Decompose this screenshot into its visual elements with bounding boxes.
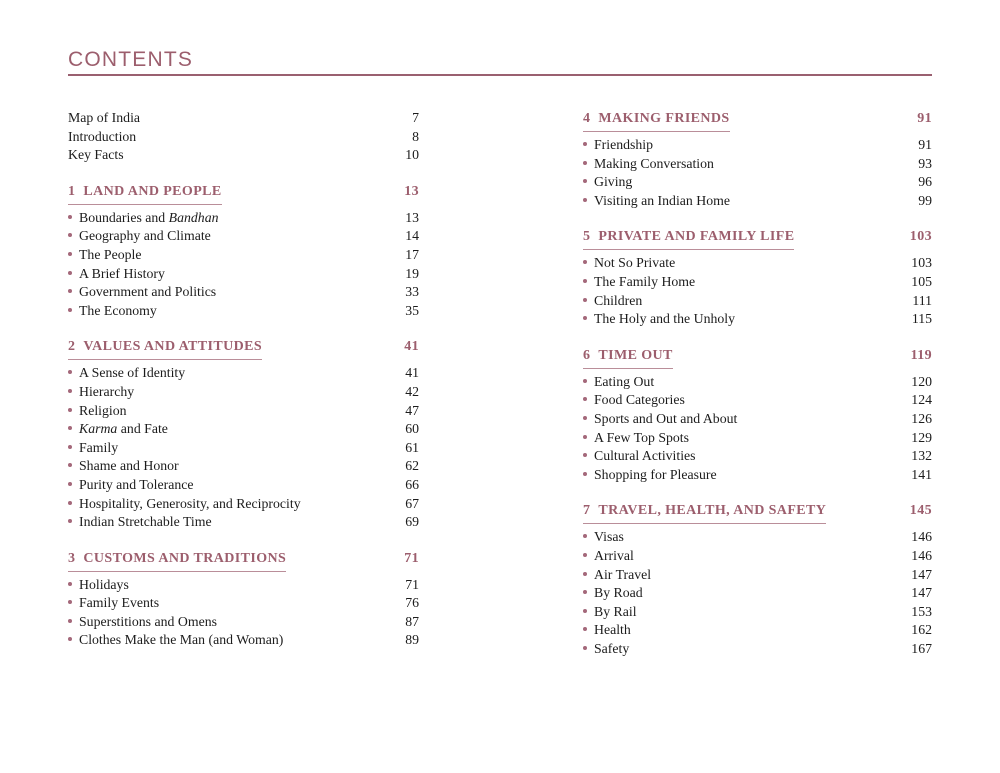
bullet-icon: [68, 215, 72, 219]
toc-item-left: [68, 457, 179, 476]
toc-item: [68, 209, 419, 228]
toc-item-left: [583, 273, 695, 292]
front-matter-label: Key Facts: [68, 147, 124, 163]
item-label: Indian Stretchable Time: [79, 514, 212, 530]
item-label: Religion: [79, 402, 127, 418]
toc-item: [583, 566, 932, 585]
chapter-items: [583, 373, 932, 485]
item-label: The People: [79, 246, 142, 262]
chapter-heading: [68, 339, 419, 360]
toc-item-left: [583, 447, 696, 466]
item-label: By Rail: [594, 603, 637, 619]
toc-item: [583, 466, 932, 485]
bullet-icon: [583, 553, 587, 557]
toc-item-left: [68, 246, 141, 265]
item-page: 103: [911, 255, 932, 271]
item-page: 120: [911, 373, 932, 389]
chapter-title: [583, 503, 826, 524]
chapter-number: 2: [68, 339, 76, 355]
toc-item: [583, 640, 932, 659]
front-matter-row: [68, 128, 419, 147]
toc-item: [68, 439, 419, 458]
item-page: 96: [918, 174, 932, 190]
chapter-items: [583, 528, 932, 658]
item-label: Superstitions and Omens: [79, 613, 217, 629]
toc-item-left: [68, 513, 212, 532]
item-page: 146: [911, 529, 932, 545]
chapter-items: [583, 136, 932, 210]
item-label: Clothes Make the Man (and Woman): [79, 632, 284, 648]
toc-item: [583, 603, 932, 622]
chapter-title-label: CUSTOMS AND TRADITIONS: [83, 550, 287, 566]
item-page: 147: [911, 585, 932, 601]
chapter-number: 6: [583, 347, 591, 363]
toc-item: [583, 447, 932, 466]
bullet-icon: [583, 609, 587, 613]
toc-item: [68, 246, 419, 265]
item-page: 147: [911, 566, 932, 582]
item-label: The Holy and the Unholy: [594, 311, 736, 327]
item-label: Eating Out: [594, 373, 655, 389]
toc-item-left: [68, 364, 185, 383]
toc-chapter: [583, 348, 932, 485]
item-page: 17: [405, 246, 419, 262]
item-page: 41: [405, 365, 419, 381]
toc-item-left: [583, 528, 624, 547]
toc-item: [583, 155, 932, 174]
item-page: 89: [405, 632, 419, 648]
item-page: 167: [911, 640, 932, 656]
toc-item-left: [583, 254, 675, 273]
bullet-icon: [583, 198, 587, 202]
bullet-icon: [68, 426, 72, 430]
toc-item: [68, 420, 419, 439]
item-page: 76: [405, 595, 419, 611]
item-page: 99: [918, 192, 932, 208]
toc-item-left: [68, 476, 193, 495]
bullet-icon: [68, 463, 72, 467]
bullet-icon: [583, 279, 587, 283]
item-page: 33: [405, 284, 419, 300]
toc-item-left: [68, 495, 301, 514]
toc-item-left: [583, 584, 643, 603]
toc-chapter: [68, 339, 419, 531]
toc-item-left: [583, 310, 735, 329]
toc-item-left: [68, 209, 219, 228]
toc-item: [583, 410, 932, 429]
item-label: Air Travel: [594, 566, 652, 582]
chapter-title-label: PRIVATE AND FAMILY LIFE: [598, 229, 795, 245]
bullet-icon: [583, 298, 587, 302]
toc-item: [583, 528, 932, 547]
chapter-page: 13: [404, 183, 419, 199]
bullet-icon: [68, 501, 72, 505]
item-label: Food Categories: [594, 392, 685, 408]
chapter-heading: [583, 348, 932, 369]
item-page: 61: [405, 439, 419, 455]
chapter-number: 3: [68, 550, 76, 566]
toc-item: [68, 631, 419, 650]
chapter-number: 5: [583, 229, 591, 245]
bullet-icon: [68, 233, 72, 237]
item-label: Not So Private: [594, 255, 676, 271]
bullet-icon: [583, 260, 587, 264]
item-page: 141: [911, 466, 932, 482]
chapter-title-label: LAND AND PEOPLE: [83, 183, 222, 199]
toc-item: [583, 429, 932, 448]
toc-item: [68, 383, 419, 402]
toc-item-left: [68, 383, 134, 402]
bullet-icon: [68, 370, 72, 374]
chapter-title: [68, 551, 286, 572]
chapter-page: 71: [404, 550, 419, 566]
bullet-icon: [68, 445, 72, 449]
item-page: 115: [911, 311, 932, 327]
bullet-icon: [68, 252, 72, 256]
chapter-title: [583, 229, 794, 250]
toc-item-left: [68, 613, 217, 632]
chapter-number: 1: [68, 183, 76, 199]
item-label: Purity and Tolerance: [79, 476, 194, 492]
bullet-icon: [583, 435, 587, 439]
chapter-heading: [583, 229, 932, 250]
chapter-page: 119: [910, 347, 932, 363]
chapter-items: [68, 364, 419, 531]
toc-item: [583, 373, 932, 392]
item-page: 132: [911, 448, 932, 464]
item-page: 42: [405, 383, 419, 399]
toc-item-left: [583, 466, 717, 485]
toc-item-left: [68, 265, 165, 284]
item-label: Shame and Honor: [79, 458, 179, 474]
chapter-title: [68, 184, 222, 205]
front-matter-page: 10: [405, 147, 419, 163]
toc-item-left: [583, 547, 634, 566]
bullet-icon: [68, 289, 72, 293]
bullet-icon: [583, 142, 587, 146]
toc-item-left: [68, 227, 211, 246]
item-label: The Economy: [79, 302, 157, 318]
bullet-icon: [583, 590, 587, 594]
bullet-icon: [68, 519, 72, 523]
item-label: Friendship: [594, 137, 654, 152]
bullet-icon: [68, 308, 72, 312]
item-label: Geography and Climate: [79, 228, 211, 244]
toc-item-left: [68, 576, 129, 595]
toc-item-left: [583, 640, 629, 659]
bullet-icon: [583, 627, 587, 631]
toc-item: [68, 613, 419, 632]
bullet-icon: [68, 271, 72, 275]
item-label: Karma and Fate: [79, 421, 168, 437]
title-rule: [68, 74, 932, 76]
item-label: Hospitality, Generosity, and Reciprocity: [79, 495, 301, 511]
toc-item: [68, 457, 419, 476]
toc-item-left: [583, 136, 653, 155]
bullet-icon: [68, 637, 72, 641]
item-label: Arrival: [594, 547, 634, 563]
item-page: 62: [405, 458, 419, 474]
bullet-icon: [68, 482, 72, 486]
item-page: 19: [405, 265, 419, 281]
toc-item: [583, 310, 932, 329]
chapter-title: [68, 339, 262, 360]
item-page: 126: [911, 410, 932, 426]
bullet-icon: [583, 179, 587, 183]
item-page: 162: [911, 622, 932, 638]
toc-item: [583, 173, 932, 192]
item-label: Shopping for Pleasure: [594, 466, 717, 482]
toc-item: [583, 584, 932, 603]
toc-item: [68, 495, 419, 514]
toc-item-left: [68, 302, 157, 321]
item-label: Safety: [594, 640, 630, 656]
item-page: 111: [912, 292, 932, 308]
item-label: A Brief History: [79, 265, 165, 281]
toc-item-left: [583, 429, 689, 448]
bullet-icon: [583, 379, 587, 383]
bullet-icon: [68, 600, 72, 604]
toc-item: [583, 292, 932, 311]
toc-item-left: [583, 621, 631, 640]
chapter-title: [583, 348, 673, 369]
item-page: 87: [405, 613, 419, 629]
bullet-icon: [583, 572, 587, 576]
chapter-items: [583, 254, 932, 328]
item-label: Family Events: [79, 595, 160, 611]
item-page: 129: [911, 429, 932, 445]
toc-item-left: [583, 373, 654, 392]
toc-chapter: [68, 551, 419, 650]
chapter-heading: [583, 503, 932, 524]
chapter-title-label: TIME OUT: [598, 347, 673, 363]
toc-item-left: [583, 603, 637, 622]
chapter-number: 4: [583, 111, 591, 126]
toc-item: [68, 576, 419, 595]
bullet-icon: [583, 397, 587, 401]
item-page: 67: [405, 495, 419, 511]
toc-item-left: [68, 283, 216, 302]
bullet-icon: [68, 619, 72, 623]
chapter-number: 7: [583, 503, 591, 519]
item-page: 69: [405, 514, 419, 530]
chapter-title: [583, 111, 730, 132]
item-page: 60: [405, 421, 419, 437]
item-label: The Family Home: [594, 273, 696, 289]
toc-item-left: [583, 292, 642, 311]
item-label: A Few Top Spots: [594, 429, 689, 445]
toc-item: [68, 402, 419, 421]
bullet-icon: [583, 416, 587, 420]
bullet-icon: [68, 582, 72, 586]
toc-column-right: [583, 111, 932, 658]
toc-item: [583, 192, 932, 211]
chapter-heading: [68, 551, 419, 572]
toc-chapter: [583, 229, 932, 328]
item-label: Children: [594, 292, 643, 308]
toc-item: [68, 227, 419, 246]
chapter-items: [68, 576, 419, 650]
item-label: Visas: [594, 529, 624, 545]
item-label: Health: [594, 622, 631, 638]
front-matter-row: [68, 109, 419, 128]
chapter-title-label: MAKING FRIENDS: [598, 111, 730, 126]
bullet-icon: [583, 161, 587, 165]
front-matter-label: Map of India: [68, 110, 141, 125]
item-label: Sports and Out and About: [594, 410, 738, 426]
item-page: 105: [911, 273, 932, 289]
item-page: 153: [911, 603, 932, 619]
chapter-items: [68, 209, 419, 321]
toc-item: [68, 513, 419, 532]
chapter-page: 145: [909, 503, 932, 519]
toc-item-left: [583, 391, 685, 410]
toc-item-left: [68, 439, 118, 458]
toc-item: [68, 265, 419, 284]
toc-item-left: [583, 192, 730, 211]
item-page: 91: [918, 137, 932, 152]
toc-item-left: [68, 402, 127, 421]
toc-item-left: [583, 566, 651, 585]
toc-item: [68, 594, 419, 613]
toc-item: [583, 547, 932, 566]
toc-item-left: [68, 420, 168, 439]
bullet-icon: [583, 453, 587, 457]
toc-item: [583, 391, 932, 410]
item-page: 35: [405, 302, 419, 318]
chapter-heading: [68, 184, 419, 205]
item-page: 71: [405, 576, 419, 592]
chapter-page: 91: [917, 111, 932, 126]
item-label: Giving: [594, 174, 633, 190]
page-title: CONTENTS: [68, 48, 194, 71]
chapter-heading: [583, 111, 932, 132]
front-matter-page: 8: [412, 128, 419, 144]
item-page: 47: [405, 402, 419, 418]
item-page: 93: [918, 155, 932, 171]
front-matter-page: 7: [412, 110, 419, 125]
item-label: Hierarchy: [79, 383, 135, 399]
toc-chapter: [583, 503, 932, 658]
item-page: 66: [405, 476, 419, 492]
bullet-icon: [583, 472, 587, 476]
chapter-page: 41: [404, 339, 419, 355]
bullet-icon: [68, 389, 72, 393]
item-label: Family: [79, 439, 119, 455]
item-label: Making Conversation: [594, 155, 714, 171]
toc-item: [68, 364, 419, 383]
toc-item-left: [583, 155, 714, 174]
item-label: A Sense of Identity: [79, 365, 186, 381]
toc-item: [583, 621, 932, 640]
item-label: Holidays: [79, 576, 129, 592]
toc-item: [583, 136, 932, 155]
toc-item-left: [583, 173, 632, 192]
bullet-icon: [583, 316, 587, 320]
bullet-icon: [583, 534, 587, 538]
item-label: Cultural Activities: [594, 448, 696, 464]
chapter-title-label: VALUES AND ATTITUDES: [83, 339, 263, 355]
toc-item: [583, 254, 932, 273]
toc-item-left: [68, 631, 283, 650]
toc-item: [68, 476, 419, 495]
toc-chapter: [68, 184, 419, 321]
front-matter-row: [68, 146, 419, 165]
bullet-icon: [68, 408, 72, 412]
item-label: Boundaries and Bandhan: [79, 209, 219, 225]
front-matter-label: Introduction: [68, 128, 137, 144]
item-label: Visiting an Indian Home: [594, 192, 730, 208]
toc-item-left: [68, 594, 159, 613]
toc-item: [68, 283, 419, 302]
item-page: 146: [911, 547, 932, 563]
item-label: Government and Politics: [79, 284, 217, 300]
toc-item-left: [583, 410, 737, 429]
bullet-icon: [583, 646, 587, 650]
toc-chapter: [583, 111, 932, 210]
toc-item: [68, 302, 419, 321]
item-page: 13: [405, 209, 419, 225]
chapter-title-label: TRAVEL, HEALTH, AND SAFETY: [598, 503, 827, 519]
chapter-page: 103: [909, 229, 932, 245]
toc-item: [583, 273, 932, 292]
item-page: 124: [911, 392, 932, 408]
toc-column-left: [68, 109, 419, 650]
item-label: By Road: [594, 585, 643, 601]
item-page: 14: [405, 228, 419, 244]
